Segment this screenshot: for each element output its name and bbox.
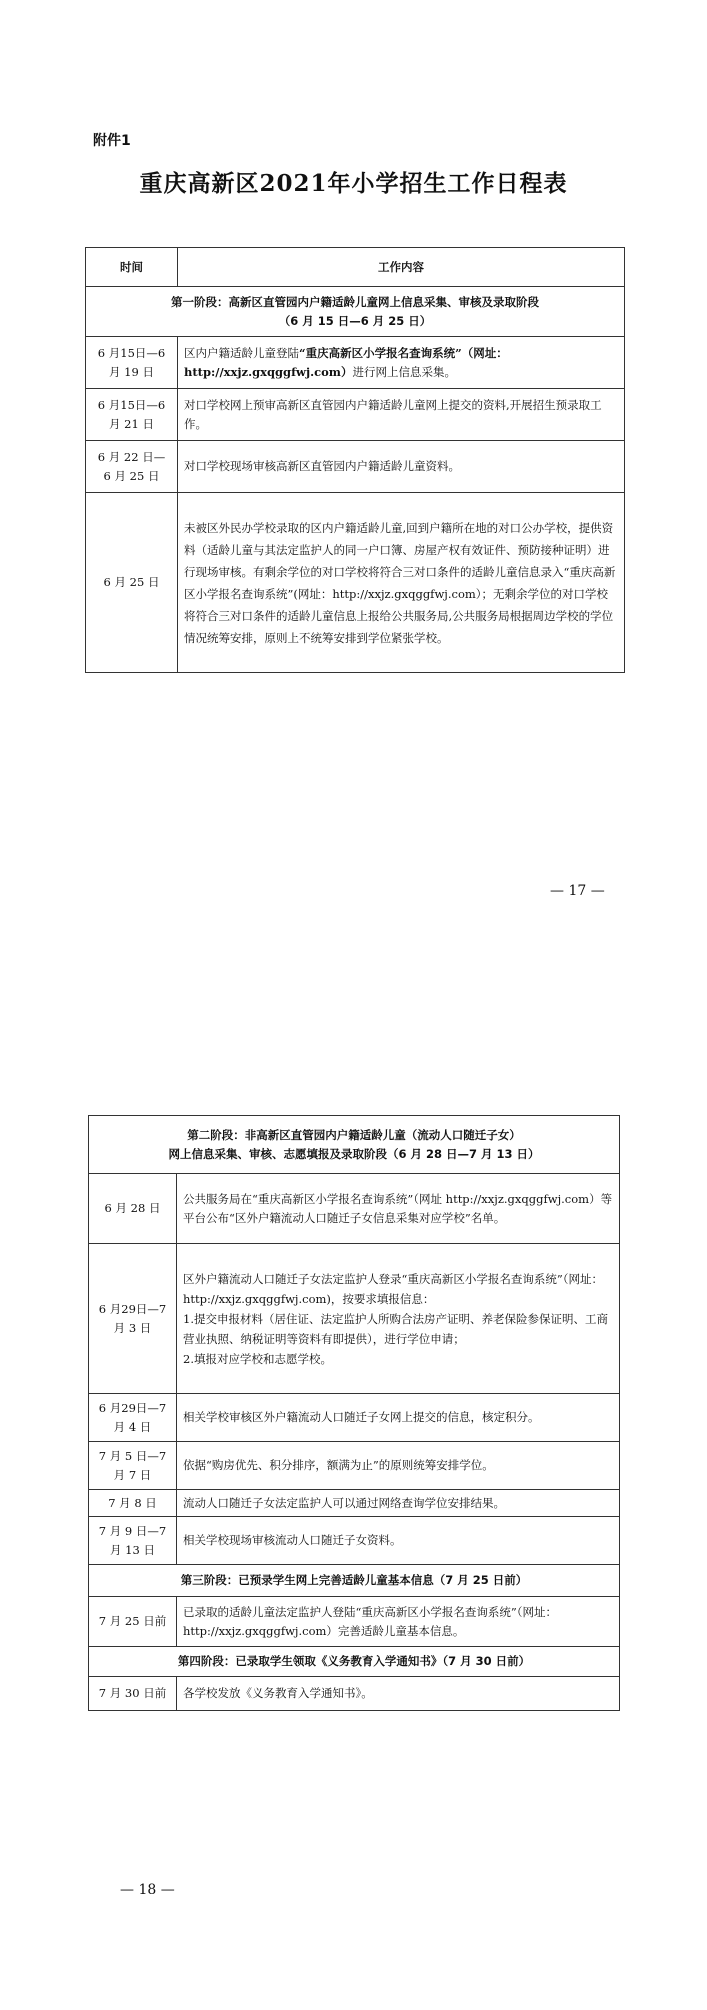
row-content: 已录取的适龄儿童法定监护人登陆“重庆高新区小学报名查询系统”（网址：http://xxjz.gxqggfwj.com）完善适龄儿童基本信息。	[177, 1597, 620, 1647]
row-content: 依据“购房优先、积分排序，额满为止”的原则统筹安排学位。	[177, 1442, 620, 1490]
row-date: 7 月 5 日—7 月 7 日	[89, 1442, 177, 1490]
table-row	[86, 389, 625, 441]
table-row	[89, 1597, 620, 1647]
row-date: 6 月15日—6 月 21 日	[86, 389, 178, 441]
table-row	[89, 1490, 620, 1517]
row-content: 对口学校现场审核高新区直管园内户籍适龄儿童资料。	[178, 441, 625, 493]
row-date: 6 月 25 日	[86, 493, 178, 673]
row-content-part: 区内户籍适龄儿童登陆	[184, 345, 299, 360]
row-date: 7 月 25 日前	[89, 1597, 177, 1647]
system-name-emphasis: “重庆高新区小学报名查询系统”（网址：http://xxjz.gxqggfwj.com）	[184, 345, 508, 379]
row-content: 流动人口随迁子女法定监护人可以通过网络查询学位安排结果。	[177, 1490, 620, 1517]
table-row	[89, 1517, 620, 1565]
row-content: 区外户籍流动人口随迁子女法定监护人登录“重庆高新区小学报名查询系统”（网址：http://xxjz.gxqggfwj.com)，按要求填报信息： 1.提交申报材料（居住证、法定监护人所购合法房产证明、养老保险参保证明、工商营业执照、纳税证明等资料有即提供），进行学位申请； 2.填报对应学校和志愿学校。	[177, 1244, 620, 1394]
table-row	[89, 1244, 620, 1394]
phase3-title: 第三阶段：已预录学生网上完善适龄儿童基本信息（7 月 25 日前）	[89, 1565, 620, 1597]
row-date: 6 月15日—6 月 19 日	[86, 337, 178, 389]
row-content: 相关学校现场审核流动人口随迁子女资料。	[177, 1517, 620, 1565]
row-date: 6 月29日—7 月 3 日	[89, 1244, 177, 1394]
schedule-table-page-17	[85, 247, 625, 673]
row-content	[178, 337, 625, 389]
phase2-title: 第二阶段：非高新区直管园内户籍适龄儿童（流动人口随迁子女） 网上信息采集、审核、志愿填报及录取阶段（6 月 28 日—7 月 13 日）	[89, 1116, 620, 1174]
attachment-label: 附件1	[93, 133, 131, 149]
phase1-title: 第一阶段：高新区直管园内户籍适龄儿童网上信息采集、审核及录取阶段 （6 月 15 日—6 月 25 日）	[86, 287, 625, 337]
row-content: 相关学校审核区外户籍流动人口随迁子女网上提交的信息，核定积分。	[177, 1394, 620, 1442]
table-row	[86, 441, 625, 493]
table-header-row	[86, 248, 625, 287]
header-content: 工作内容	[178, 248, 625, 287]
row-date: 7 月 9 日—7 月 13 日	[89, 1517, 177, 1565]
header-time: 时间	[86, 248, 178, 287]
row-date: 6 月 22 日— 6 月 25 日	[86, 441, 178, 493]
row-content: 公共服务局在“重庆高新区小学报名查询系统”（网址 http://xxjz.gxqggfwj.com）等平台公布“区外户籍流动人口随迁子女信息采集对应学校”名单。	[177, 1174, 620, 1244]
table-row	[89, 1442, 620, 1490]
phase-row	[89, 1565, 620, 1597]
table-row	[89, 1677, 620, 1711]
page-number: — 18 —	[120, 1882, 175, 1898]
phase-row	[89, 1647, 620, 1677]
table-row	[86, 493, 625, 673]
table-row	[89, 1394, 620, 1442]
row-date: 7 月 30 日前	[89, 1677, 177, 1711]
phase-row	[86, 287, 625, 337]
phase4-title: 第四阶段：已录取学生领取《义务教育入学通知书》（7 月 30 日前）	[89, 1647, 620, 1677]
row-content: 未被区外民办学校录取的区内户籍适龄儿童,回到户籍所在地的对口公办学校，提供资料（适龄儿童与其法定监护人的同一户口簿、房屋产权有效证件、预防接种证明）进行现场审核。有剩余学位的对口学校将符合三对口条件的适龄儿童信息录入“重庆高新区小学报名查询系统”(网址：http://xxjz.gxqggfwj.com）；无剩余学位的对口学校将符合三对口条件的适龄儿童信息上报给公共服务局,公共服务局根据周边学校的学位情况统筹安排，原则上不统筹安排到学位紧张学校。	[178, 493, 625, 673]
document-title: 重庆高新区2021年小学招生工作日程表	[139, 170, 568, 197]
row-content: 各学校发放《义务教育入学通知书》。	[177, 1677, 620, 1711]
row-content: 对口学校网上预审高新区直管园内户籍适龄儿童网上提交的资料,开展招生预录取工作。	[178, 389, 625, 441]
page-number: — 17 —	[550, 883, 605, 899]
row-date: 6 月29日—7 月 4 日	[89, 1394, 177, 1442]
table-row	[89, 1174, 620, 1244]
phase-row	[89, 1116, 620, 1174]
row-date: 6 月 28 日	[89, 1174, 177, 1244]
table-row	[86, 337, 625, 389]
schedule-table-page-18	[88, 1115, 620, 1711]
row-content-part: 进行网上信息采集。	[352, 364, 456, 379]
row-date: 7 月 8 日	[89, 1490, 177, 1517]
